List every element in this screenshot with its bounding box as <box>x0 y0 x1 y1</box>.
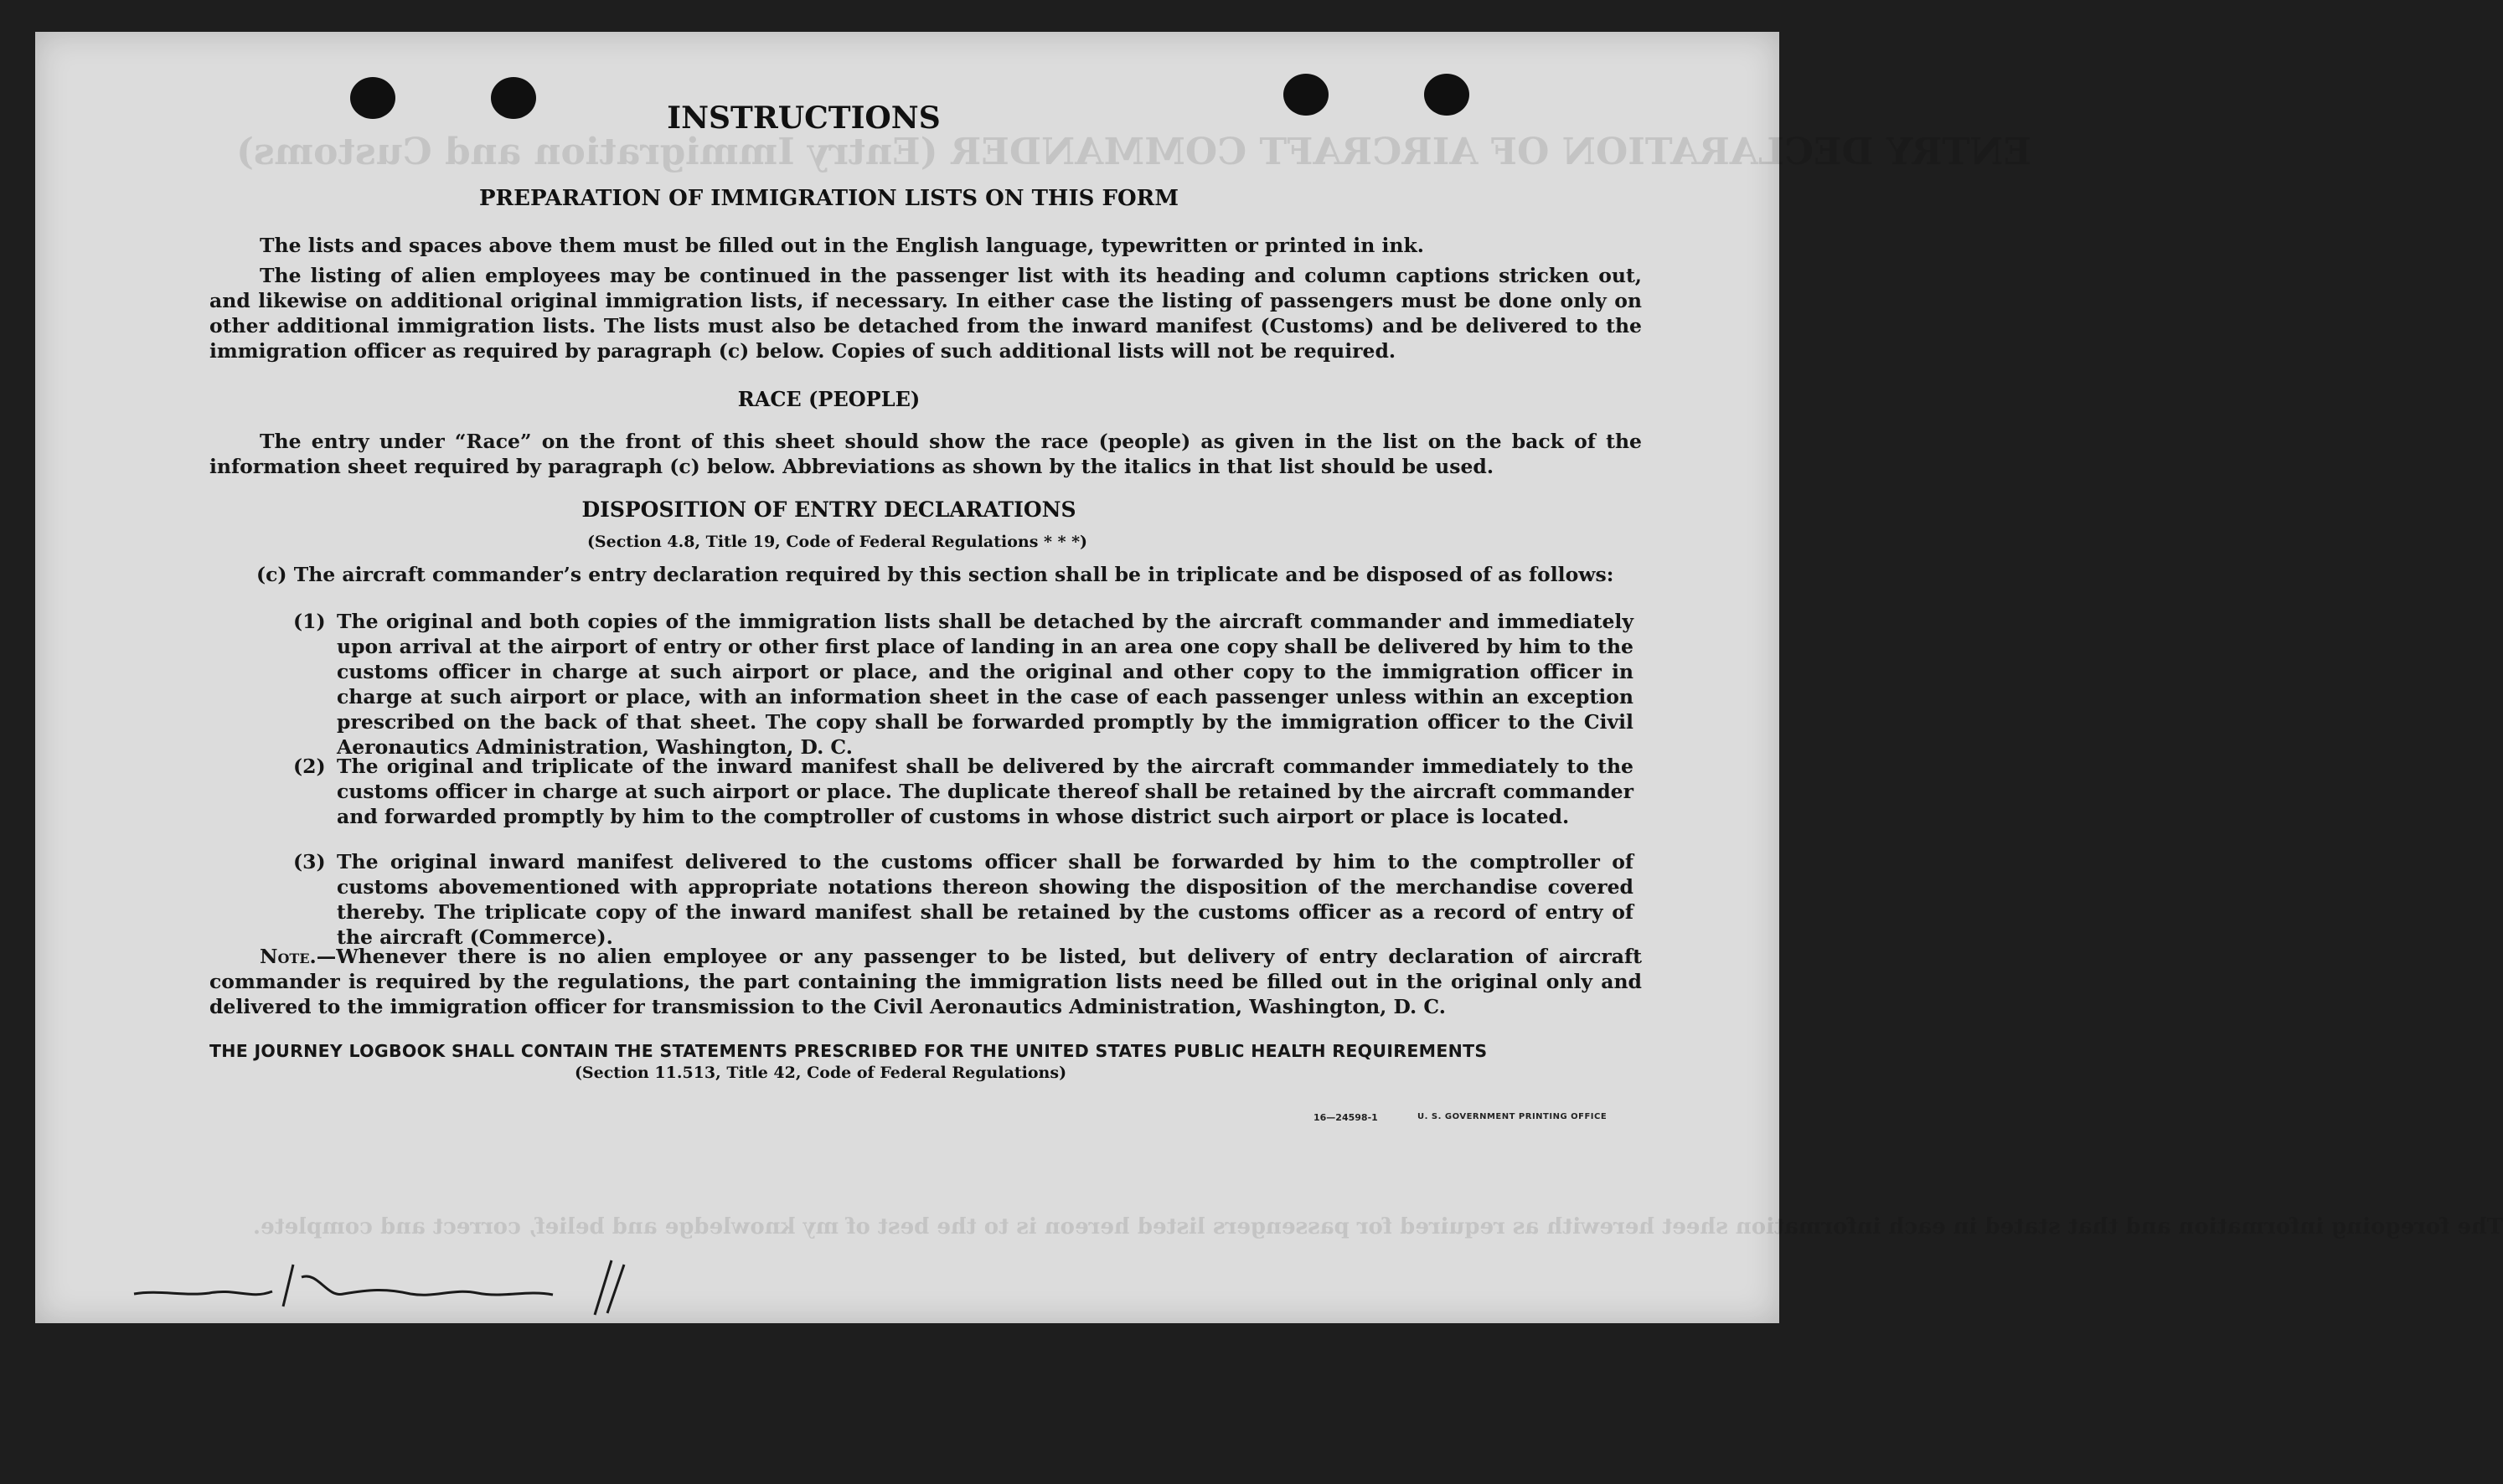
signature-mark <box>126 1248 561 1323</box>
disposition-item-2 <box>293 754 1633 829</box>
disposition-item-3 <box>293 849 1633 950</box>
footer-printing-office: U. S. GOVERNMENT PRINTING OFFICE <box>1417 1112 1608 1121</box>
item-text: The original and triplicate of the inward manifest shall be delivered by the aircraft commander immediately to the customs officer in charge at such airport or place. The duplicate thereof shall be retained by the aircraft commander and forwarded promptly by him to the comptroller of customs in whose district such airport or place is located. <box>337 755 1633 828</box>
disposition-subheading: (Section 4.8, Title 19, Code of Federal Regulations * * *) <box>586 533 1088 551</box>
note-label: Note. <box>260 945 317 968</box>
item-number: (1) <box>293 610 326 633</box>
page-title: INSTRUCTIONS <box>667 100 941 136</box>
note-block <box>209 944 1642 1019</box>
race-text-block <box>209 429 1642 479</box>
section-heading-immigration: PREPARATION OF IMMIGRATION LISTS ON THIS FORM <box>479 186 1179 211</box>
disposition-item-1 <box>293 609 1633 760</box>
note-paragraph <box>209 944 1642 1019</box>
item-number: (2) <box>293 755 326 778</box>
health-line: THE JOURNEY LOGBOOK SHALL CONTAIN THE STATEMENTS PRESCRIBED FOR THE UNITED STATES PUBLIC HEALTH REQUIREMENTS <box>209 1041 1488 1061</box>
item-text: The original inward manifest delivered to the customs officer shall be forwarded by him to the comptroller of customs abovementioned with appropriate notations thereon showing the disposition of the merchandise covered thereby. The triplicate copy of the inward manifest shall be retained by the customs officer as a record of entry of the aircraft (Commerce). <box>337 850 1633 949</box>
item-text: The original and both copies of the immigration lists shall be detached by the aircraft commander and immediately upon arrival at the airport of entry or other first place of landing in an area one copy shall be delivered by him to the customs officer in charge at such airport or place, and the original and other copy to the immigration officer in charge at such airport or place, with an information sheet in the case of each passenger unless within an exception prescribed on the back of that sheet. The copy shall be forwarded promptly by the immigration officer to the Civil Aeronautics Administration, Washington, D. C. <box>337 610 1633 759</box>
immigration-paragraph-2: The listing of alien employees may be continued in the passenger list with its heading and column captions stricken out, and likewise on additional original immigration lists, if necessary. In either case the listing of passengers must be done only on other additional immigration lists. The lists must also be detached from the inward manifest (Customs) and be delivered to the immigration officer as required by paragraph (c) below. Copies of such additional lists will not be required. <box>209 264 1642 363</box>
bleed-through-lines: The foregoing information and that stated in each information sheet herewith as required for passengers listed hereon is to the best of my knowledge and belief, correct and complete. <box>253 1214 2503 1239</box>
section-heading-disposition: DISPOSITION OF ENTRY DECLARATIONS <box>581 497 1076 522</box>
immigration-paragraph-1: The lists and spaces above them must be filled out in the English language, typewritten or printed in ink. <box>260 234 1424 257</box>
health-subheading: (Section 11.513, Title 42, Code of Federal Regulations) <box>574 1064 1067 1082</box>
section-heading-race: RACE (PEOPLE) <box>737 387 921 411</box>
note-text: —Whenever there is no alien employee or any passenger to be listed, but delivery of entry declaration of aircraft commander is required by the regulations, the part containing the immigration lists need be filled out in the original only and delivered to the immigration officer for transmission to the Civil Aeronautics Administration, Washington, D. C. <box>209 945 1642 1018</box>
footer-form-code: 16—24598-1 <box>1313 1112 1378 1123</box>
disposition-intro <box>209 562 1642 587</box>
item-number: (3) <box>293 850 326 873</box>
immigration-text-block <box>209 233 1642 363</box>
bleed-through-header: ENTRY DECLARATION OF AIRCRAFT COMMANDER (Entry Immigration and Customs) <box>236 131 2032 173</box>
disposition-intro-text: (c) The aircraft commander’s entry declaration required by this section shall be in triplicate and be disposed of as follows: <box>256 563 1614 586</box>
race-paragraph: The entry under “Race” on the front of this sheet should show the race (people) as given in the list on the back of the information sheet required by paragraph (c) below. Abbreviations as shown by the italics in that list should be used. <box>209 430 1642 478</box>
